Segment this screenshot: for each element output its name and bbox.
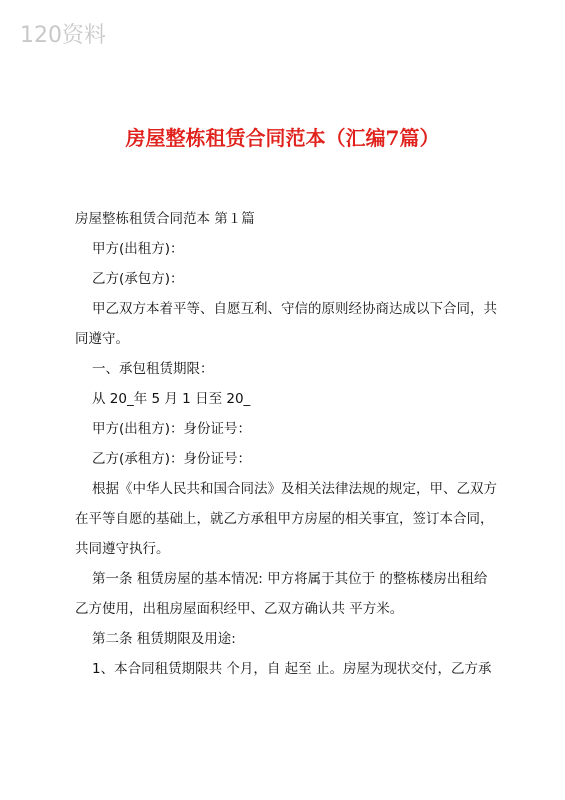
document-body — [75, 204, 500, 684]
intro-paragraph: 甲乙双方本着平等、自愿互利、守信的原则经协商达成以下合同，共同遵守。 — [75, 301, 497, 347]
section-heading: 房屋整栋租赁合同范本 第１篇 — [75, 211, 255, 227]
document-title: 房屋整栋租赁合同范本（汇编7篇） — [125, 126, 440, 150]
party-a-line: 甲方(出租方)： — [92, 241, 184, 257]
party-b-id-line: 乙方(承租方)：身份证号： — [92, 451, 252, 467]
term-dates: 从 20_年 5 月 1 日至 20_ — [92, 391, 251, 407]
clause-1-line: 1、本合同租赁期限共 个月，自 起至 止。房屋为现状交付，乙方承 — [92, 661, 492, 677]
article-1-paragraph: 第一条 租赁房屋的基本情况: 甲方将属于其位于 的整栋楼房出租给乙方使用，出租房屋面积经甲、乙双方确认共 平方米。 — [75, 571, 488, 617]
article-2-heading: 第二条 租赁期限及用途: — [92, 631, 236, 647]
party-a-id-line: 甲方(出租方)：身份证号： — [92, 421, 252, 437]
legal-basis-paragraph: 根据《中华人民共和国合同法》及相关法律法规的规定，甲、乙双方在平等自愿的基础上，就乙方承租甲方房屋的相关事宜，签订本合同，共同遵守执行。 — [75, 481, 497, 557]
watermark: 120资料 — [20, 23, 106, 48]
term-heading: 一、承包租赁期限： — [92, 361, 214, 377]
party-b-line: 乙方(承包方)： — [92, 271, 184, 287]
